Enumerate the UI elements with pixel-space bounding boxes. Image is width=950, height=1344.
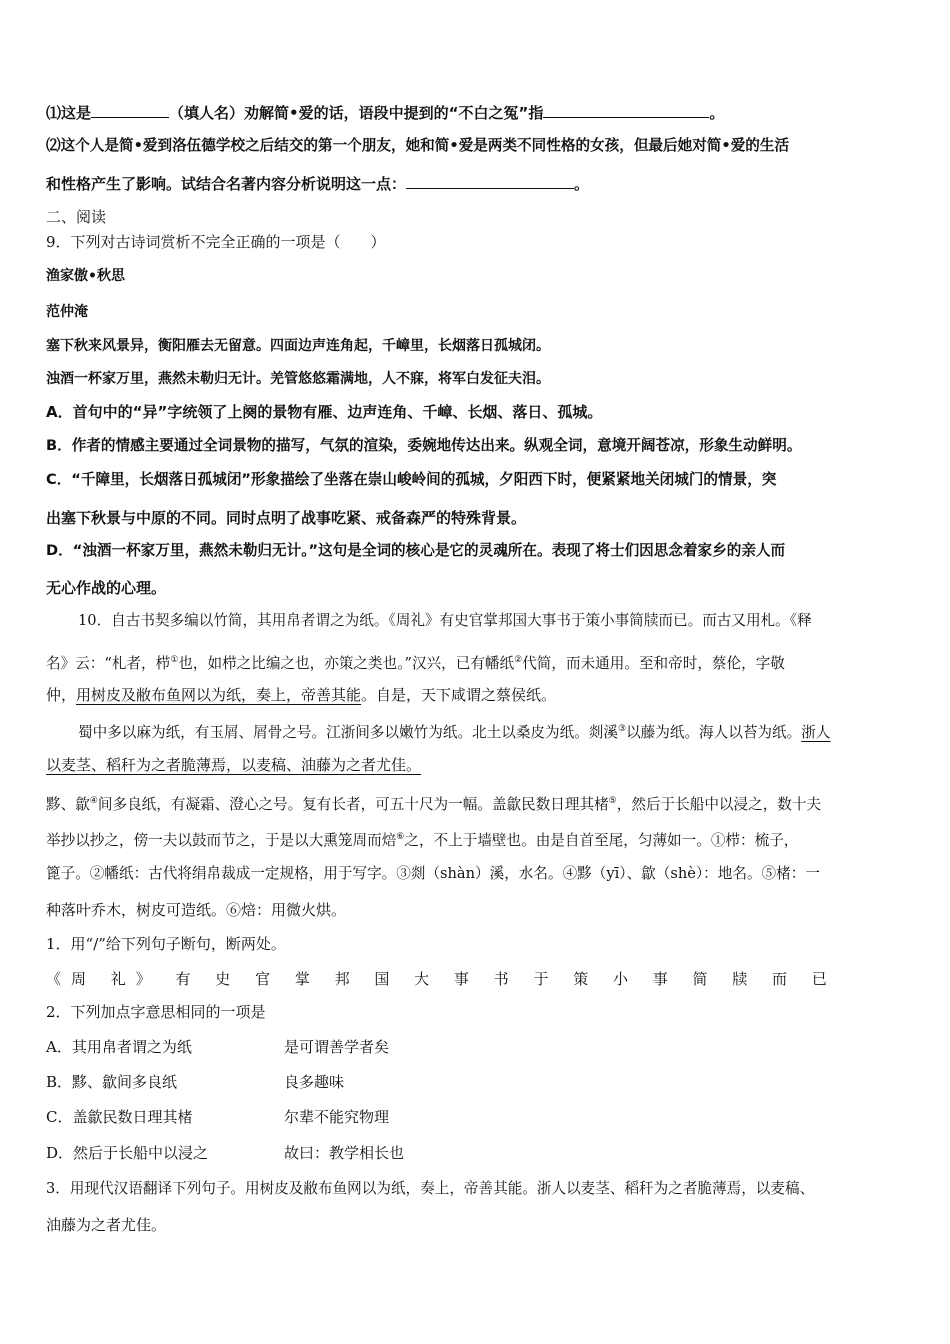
passage-line-7 bbox=[46, 827, 798, 851]
footnote-mark: ④ bbox=[89, 796, 98, 806]
subq-2-option-c[interactable] bbox=[46, 1107, 390, 1127]
passage-line-3 bbox=[46, 685, 556, 705]
footnote-mark: ③ bbox=[617, 724, 627, 734]
subq-1: 1．用“/”给下列句子断句，断两处。 bbox=[46, 935, 286, 953]
poem-title: 渔家傲•秋思 bbox=[46, 268, 125, 284]
poem-line-2: 浊酒一杯家万里，燕然未勒归无计。羌管悠悠霜满地，人不寐，将军白发征夫泪。 bbox=[46, 371, 550, 387]
option-right: 良多趣味 bbox=[284, 1073, 345, 1091]
passage-line-2 bbox=[46, 650, 785, 674]
q8-part2-text-b: 。 bbox=[574, 175, 590, 193]
q8-part1 bbox=[46, 103, 724, 123]
footnote-mark: ① bbox=[170, 655, 179, 665]
passage-line-6-a: 黟、歙 bbox=[46, 795, 90, 813]
passage-line-8: 篦子。②幡纸：古代将绢帛裁成一定规格，用于写字。③剡（shàn）溪，水名。④黟（yī）、歙（shè）：地名。⑤楮：一 bbox=[46, 865, 820, 882]
option-right: 是可谓善学者矣 bbox=[284, 1038, 390, 1056]
subq-2: 2．下列加点字意思相同的一项是 bbox=[46, 1003, 266, 1021]
q9-option-c-line1[interactable]: C．“千障里，长烟落日孤城闭”形象描绘了坐落在崇山峻岭间的孤城，夕阳西下时，便紧紧地关闭城门的情景，突 bbox=[46, 471, 777, 488]
footnote-mark: ② bbox=[514, 655, 523, 665]
q9-option-d-line2: 无心作战的心理。 bbox=[46, 579, 167, 597]
passage-line-6-c: ，然后于长船中以浸之，数十夫 bbox=[616, 795, 822, 813]
q8-part2-line1: ⑵这个人是简•爱到洛伍德学校之后结交的第一个朋友，她和简•爱是两类不同性格的女孩，但最后她对简•爱的生活 bbox=[46, 137, 790, 154]
q9-option-b[interactable]: B．作者的情感主要通过全词景物的描写，气氛的渲染，委婉地传达出来。纵观全词，意境开阔苍凉，形象生动鲜明。 bbox=[46, 437, 802, 454]
subq-2-option-d[interactable] bbox=[46, 1143, 405, 1163]
answer-blank-name[interactable] bbox=[91, 103, 169, 118]
passage-line-2-a: 名》云：“札者，栉 bbox=[46, 654, 171, 672]
option-right: 故曰：教学相长也 bbox=[284, 1144, 405, 1162]
q8-part2-text-a: 和性格产生了影响。试结合名著内容分析说明这一点： bbox=[46, 175, 407, 193]
option-right: 尔辈不能究物理 bbox=[284, 1108, 390, 1126]
footnote-mark: ⑤ bbox=[608, 796, 617, 806]
q8-part2-line2 bbox=[46, 174, 589, 194]
passage-line-4-b: 以藤为纸。海人以苔为纸。 bbox=[626, 723, 802, 741]
subq-2-option-a[interactable] bbox=[46, 1037, 390, 1057]
subq-1-sentence[interactable]: 《周 礼》 有 史 官 掌 邦 国 大 事 书 于 策 小 事 简 牍 而 已 bbox=[46, 970, 837, 988]
q9-option-d-line1[interactable]: D．“浊酒一杯家万里，燕然未勒归无计。”这句是全词的核心是它的灵魂所在。表现了将士们因思念着家乡的亲人而 bbox=[46, 542, 786, 559]
subq-3-line1: 3．用现代汉语翻译下列句子。用树皮及敝布鱼网以为纸，奏上，帝善其能。浙人以麦茎、稻秆为之者脆薄焉，以麦稿、 bbox=[46, 1180, 815, 1197]
passage-line-7-a: 举抄以抄之，傍一夫以鼓而节之，于是以大熏笼周而焙 bbox=[46, 831, 397, 849]
option-left: D．然后于长船中以浸之 bbox=[46, 1144, 209, 1162]
passage-line-2-c: 代简，而未通用。至和帝时，蔡伦，字敬 bbox=[522, 654, 785, 672]
option-left: C．盖歙民数日理其楮 bbox=[46, 1108, 193, 1126]
section-title: 二、阅读 bbox=[46, 208, 107, 226]
subq-2-option-b[interactable] bbox=[46, 1072, 345, 1092]
passage-line-4 bbox=[78, 719, 830, 743]
underlined-sentence-2-end: 以麦茎、稻秆为之者脆薄焉，以麦稿、油藤为之者尤佳。 bbox=[46, 756, 422, 774]
subq-3-line2: 油藤为之者尤佳。 bbox=[46, 1216, 167, 1234]
q9-option-a[interactable]: A．首句中的“异”字统领了上阕的景物有雁、边声连角、千嶂、长烟、落日、孤城。 bbox=[46, 403, 603, 421]
poem-line-1: 塞下秋来风景异，衡阳雁去无留意。四面边声连角起，千嶂里，长烟落日孤城闭。 bbox=[46, 338, 550, 354]
passage-line-3-a: 仲， bbox=[46, 686, 77, 704]
poem-author: 范仲淹 bbox=[46, 304, 88, 320]
passage-line-4-a: 蜀中多以麻为纸，有玉屑、屑骨之号。江浙间多以嫩竹为纸。北土以桑皮为纸。剡溪 bbox=[78, 723, 618, 741]
q9-option-c-line2: 出塞下秋景与中原的不同。同时点明了战事吃紧、戒备森严的特殊背景。 bbox=[46, 509, 527, 527]
passage-line-2-b: 也，如栉之比编之也，亦策之类也。”汉兴，已有幡纸 bbox=[178, 654, 515, 672]
passage-line-7-b: 之，不上于墙壁也。由是自首至尾，匀薄如一。①栉：梳子， bbox=[404, 831, 799, 849]
underlined-sentence-1: 用树皮及敝布鱼网以为纸，奏上，帝善其能 bbox=[76, 686, 362, 704]
q8-part1-text-b: （填人名）劝解简•爱的话，语段中提到的“不白之冤”指 bbox=[169, 104, 544, 122]
option-left: A．其用帛者谓之为纸 bbox=[46, 1038, 192, 1056]
q9-stem: 9．下列对古诗词赏析不完全正确的一项是（ ） bbox=[46, 233, 386, 251]
passage-line-5 bbox=[46, 755, 421, 775]
answer-blank-injustice[interactable] bbox=[543, 103, 709, 118]
passage-line-6 bbox=[46, 791, 821, 815]
passage-line-6-b: 间多良纸，有凝霜、澄心之号。复有长者，可五十尺为一幅。盖歙民数日理其楮 bbox=[97, 795, 609, 813]
q8-part1-text-c: 。 bbox=[709, 104, 725, 122]
option-left: B．黟、歙间多良纸 bbox=[46, 1073, 178, 1091]
underlined-sentence-2-start: 浙人 bbox=[801, 723, 831, 741]
answer-blank-analysis[interactable] bbox=[406, 174, 574, 189]
q8-part1-text-a: ⑴这是 bbox=[46, 104, 92, 122]
passage-line-3-b: 。自是，天下咸谓之蔡侯纸。 bbox=[361, 686, 557, 704]
footnote-mark: ⑥ bbox=[396, 832, 405, 842]
passage-line-9: 种落叶乔木，树皮可造纸。⑥焙：用微火烘。 bbox=[46, 901, 347, 919]
passage-line-1: 10．自古书契多编以竹简，其用帛者谓之为纸。《周礼》有史官掌邦国大事书于策小事简牍而已。而古又用札。《释 bbox=[78, 612, 812, 629]
